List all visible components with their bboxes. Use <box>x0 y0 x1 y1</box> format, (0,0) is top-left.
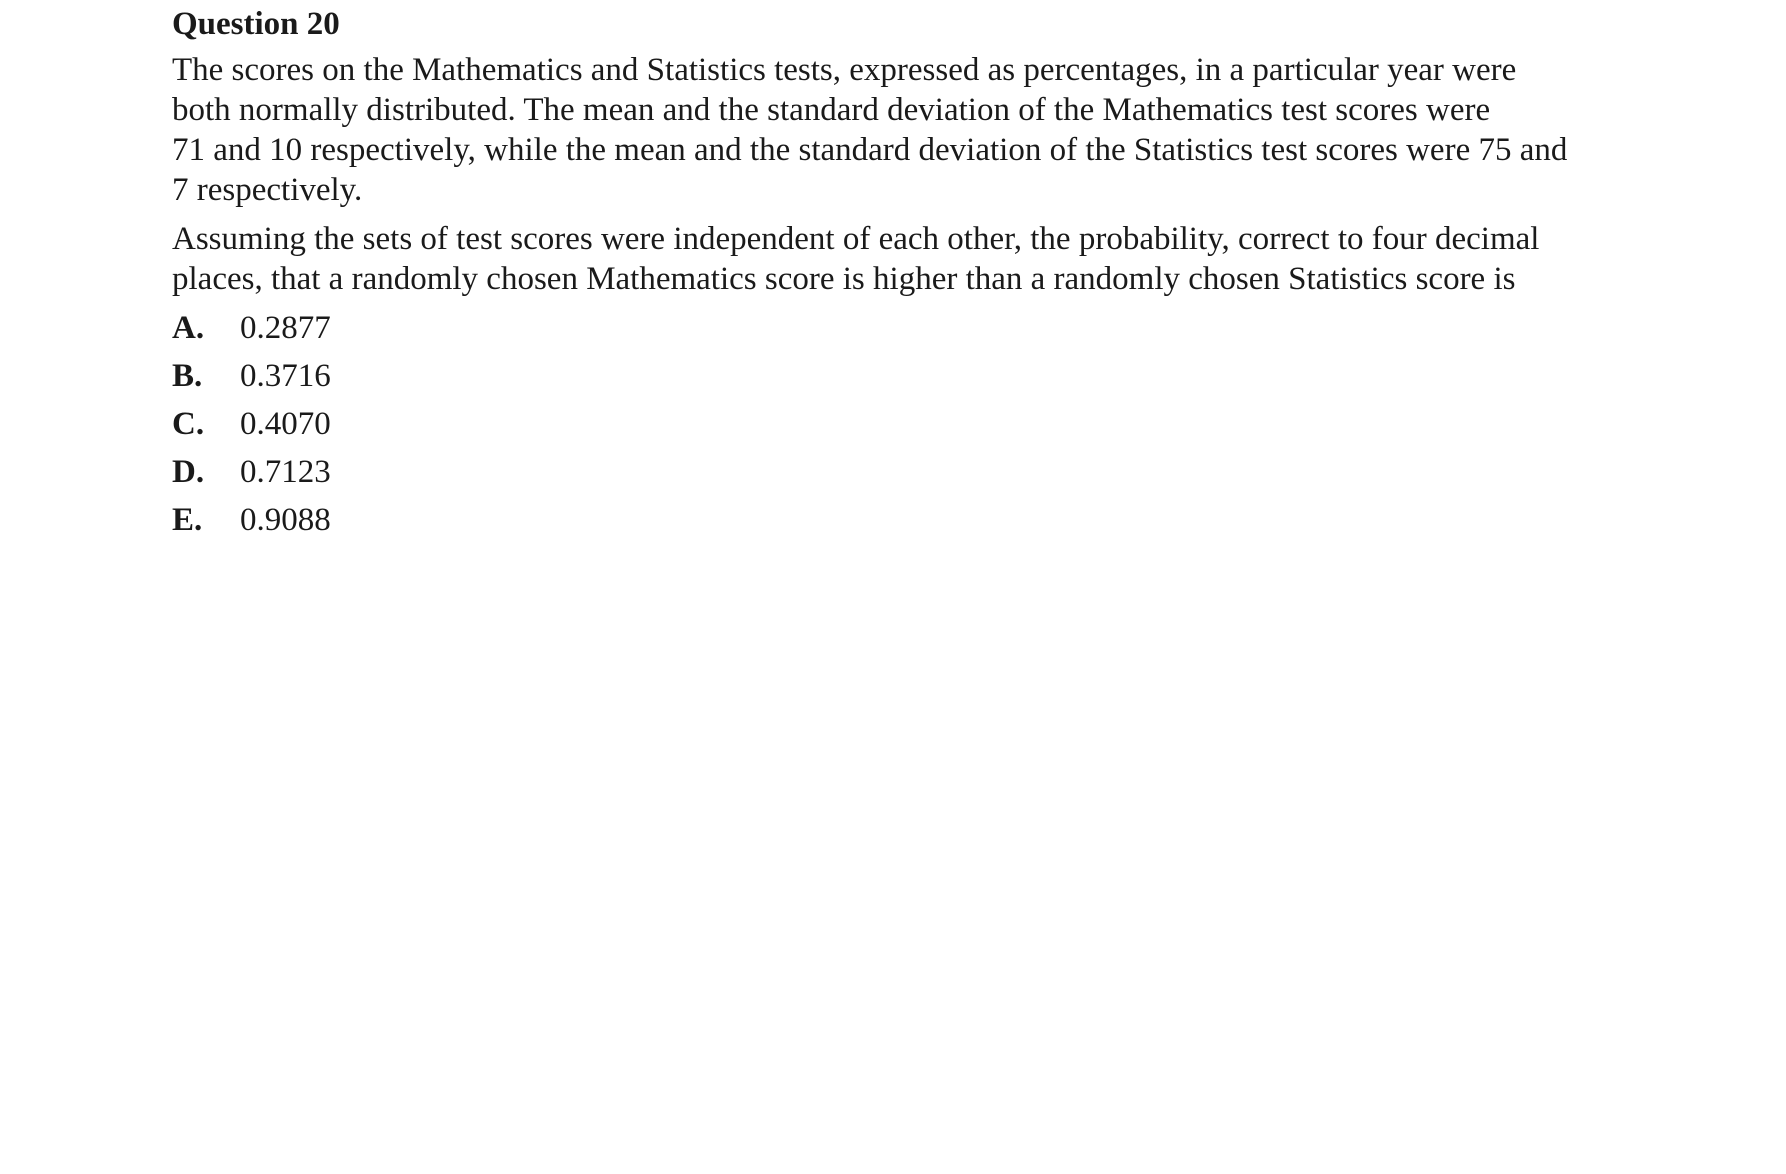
option-letter: B. <box>172 358 203 394</box>
question-page <box>172 0 1612 548</box>
option-letter: C. <box>172 406 205 442</box>
stem-line: The scores on the Mathematics and Statistics tests, expressed as percentages, in a particular year were <box>172 52 1517 88</box>
stem-line: 7 respectively. <box>172 172 363 208</box>
question-stem-paragraph <box>172 50 1612 210</box>
prompt-line: Assuming the sets of test scores were independent of each other, the probability, correct to four decimal <box>172 221 1540 257</box>
option-value: 0.2877 <box>240 310 331 346</box>
option-value: 0.3716 <box>240 358 331 394</box>
stem-line: 71 and 10 respectively, while the mean and the standard deviation of the Statistics test scores were 75 and <box>172 132 1568 168</box>
option-value: 0.4070 <box>240 406 331 442</box>
answer-option-e[interactable] <box>172 500 1612 548</box>
option-letter: A. <box>172 310 205 346</box>
answer-options <box>172 308 1612 548</box>
option-letter: E. <box>172 502 203 538</box>
option-value: 0.7123 <box>240 454 331 490</box>
answer-option-b[interactable] <box>172 356 1612 404</box>
option-letter: D. <box>172 454 205 490</box>
question-prompt-paragraph <box>172 219 1612 299</box>
stem-line: both normally distributed. The mean and the standard deviation of the Mathematics test scores were <box>172 92 1491 128</box>
answer-option-d[interactable] <box>172 452 1612 500</box>
option-value: 0.9088 <box>240 502 331 538</box>
prompt-line: places, that a randomly chosen Mathematics score is higher than a randomly chosen Statistics score is <box>172 261 1516 297</box>
answer-option-a[interactable] <box>172 308 1612 356</box>
answer-option-c[interactable] <box>172 404 1612 452</box>
question-title: Question 20 <box>172 6 340 42</box>
